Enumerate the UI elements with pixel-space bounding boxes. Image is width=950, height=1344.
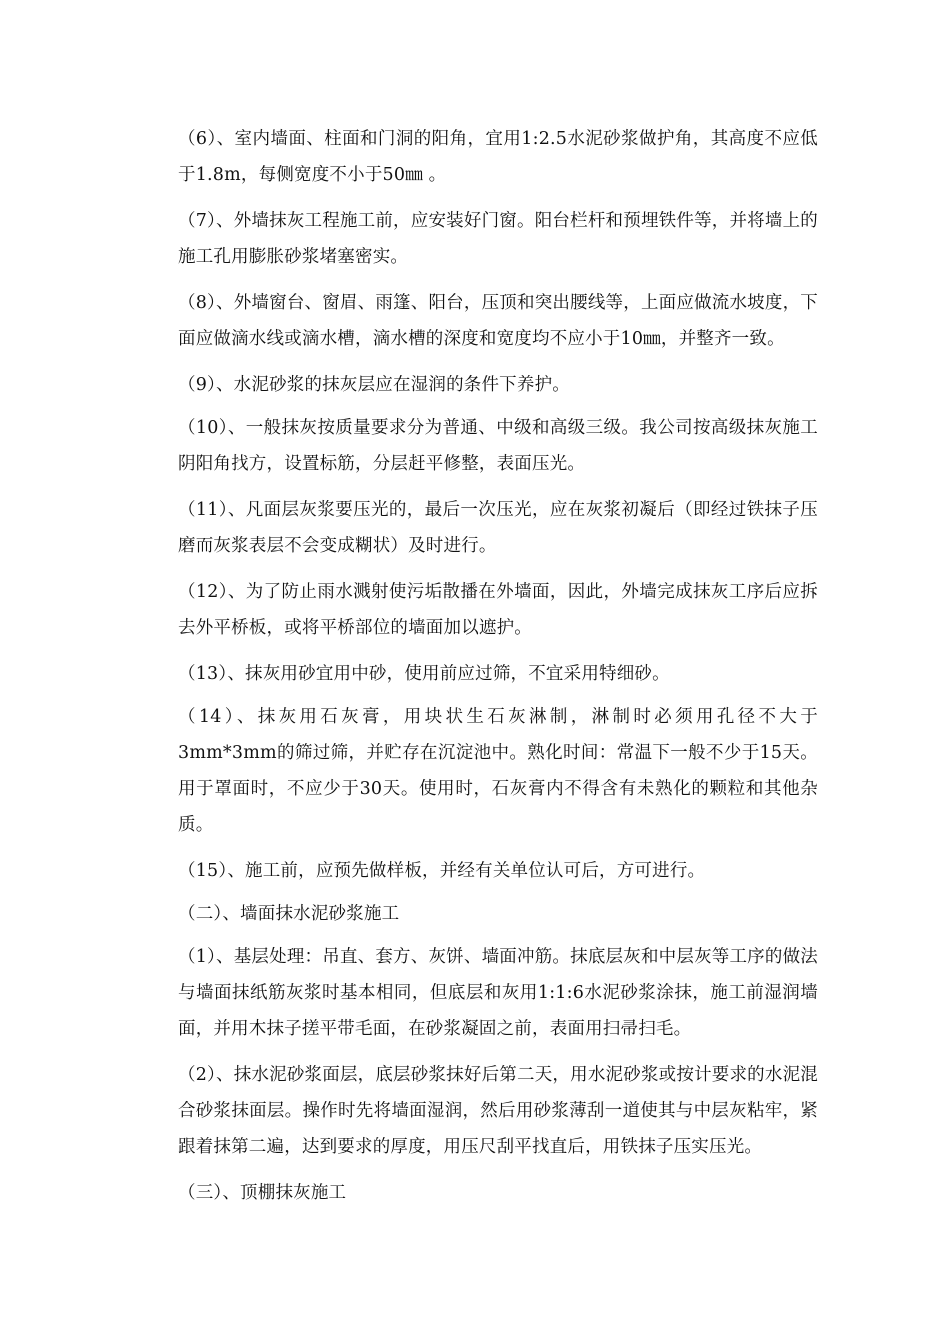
paragraph-item-13: （13）、抹灰用砂宜用中砂，使用前应过筛，不宜采用特细砂。 bbox=[178, 664, 670, 684]
section-heading-wall-cement-mortar: （二）、墙面抹水泥砂浆施工 bbox=[178, 904, 400, 924]
paragraph-item-7: （7）、外墙抹灰工程施工前，应安装好门窗。阳台栏杆和预埋铁件等，并将墙上的施工孔用膨胀砂浆堵塞密实。 bbox=[178, 211, 818, 267]
section-heading-ceiling-plaster: （三）、顶棚抹灰施工 bbox=[178, 1183, 347, 1203]
paragraph-item-10: （10）、一般抹灰按质量要求分为普通、中级和高级三级。我公司按高级抹灰施工阴阳角找方，设置标筋，分层赶平修整，表面压光。 bbox=[178, 418, 818, 474]
paragraph-item-8: （8）、外墙窗台、窗眉、雨篷、阳台，压顶和突出腰线等，上面应做流水坡度，下面应做滴水线或滴水槽，滴水槽的深度和宽度均不应小于10㎜，并整齐一致。 bbox=[178, 293, 818, 349]
paragraph-item-9: （9）、水泥砂浆的抹灰层应在湿润的条件下养护。 bbox=[178, 375, 570, 395]
paragraph-item-15: （15）、施工前，应预先做样板，并经有关单位认可后，方可进行。 bbox=[178, 861, 706, 881]
paragraph-item-12: （12）、为了防止雨水溅射使污垢散播在外墙面，因此，外墙完成抹灰工序后应拆去外平桥板，或将平桥部位的墙面加以遮护。 bbox=[178, 582, 818, 638]
paragraph-item-11: （11）、凡面层灰浆要压光的，最后一次压光，应在灰浆初凝后（即经过铁抹子压磨而灰浆表层不会变成糊状）及时进行。 bbox=[178, 500, 818, 556]
paragraph-item-14: （14）、抹灰用石灰膏，用块状生石灰淋制，淋制时必须用孔径不大于3mm*3mm的筛过筛，并贮存在沉淀池中。熟化时间：常温下一般不少于15天。用于罩面时，不应少于30天。使用时，石灰膏内不得含有未熟化的颗粒和其他杂质。 bbox=[178, 707, 818, 835]
paragraph-surface-layer: （2）、抹水泥砂浆面层，底层砂浆抹好后第二天，用水泥砂浆或按计要求的水泥混合砂浆抹面层。操作时先将墙面湿润，然后用砂浆薄刮一道使其与中层灰粘牢，紧跟着抹第二遍，达到要求的厚度，用压尺刮平找直后，用铁抹子压实压光。 bbox=[178, 1065, 818, 1157]
paragraph-item-6: （6）、室内墙面、柱面和门洞的阳角，宜用1:2.5水泥砂浆做护角，其高度不应低于1.8m，每侧宽度不小于50㎜ 。 bbox=[178, 129, 818, 185]
paragraph-base-treatment: （1）、基层处理：吊直、套方、灰饼、墙面冲筋。抹底层灰和中层灰等工序的做法与墙面抹纸筋灰浆时基本相同，但底层和灰用1:1:6水泥砂浆涂抹，施工前湿润墙面，并用木抹子搓平带毛面，在砂浆凝固之前，表面用扫帚扫毛。 bbox=[178, 947, 818, 1039]
document-body bbox=[178, 121, 818, 1218]
